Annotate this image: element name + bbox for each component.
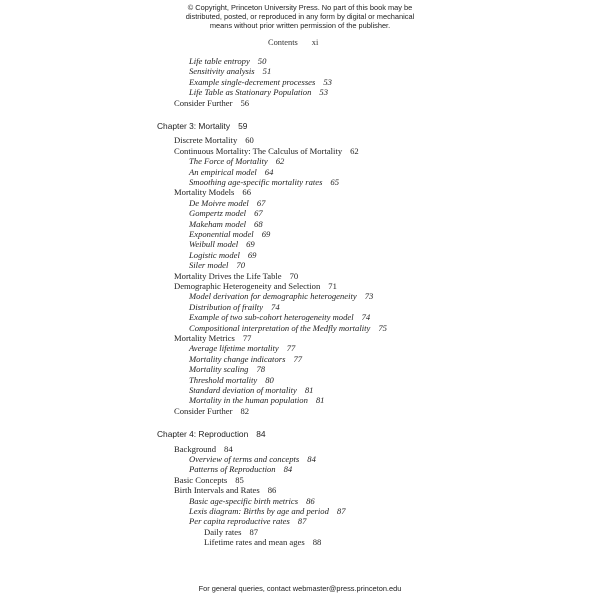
toc-page-number: 74 [361,312,371,323]
toc-entry-title: Average lifetime mortality [189,343,279,354]
toc-entry [189,364,265,374]
toc-entry [174,333,251,343]
toc-entry-title: Mortality in the human population [189,395,308,406]
toc-entry [174,146,359,156]
toc-entry-title: Sensitivity analysis [189,66,255,77]
toc-entry-title: Overview of terms and concepts [189,454,300,464]
toc-entry [189,506,345,516]
toc-page-number: 53 [323,76,332,87]
copyright-line: © Copyright, Princeton University Press. No part of this book may be [187,3,413,12]
toc-entry-title: Lifetime rates and mean ages [204,537,305,548]
toc-entry-title: Lexis diagram: Births by age and period [189,506,329,516]
toc-entry-title: Threshold mortality [189,374,258,385]
toc-entry-title: Demographic Heterogeneity and Selection [174,281,321,291]
toc-entry [189,260,245,270]
toc-page-number: 66 [242,187,251,198]
toc-page-number: 53 [319,87,328,98]
toc-page-number: 81 [304,385,314,395]
footer-contact: For general queries, contact webmaster@press.princeton.edu [198,584,402,593]
toc-entry-title: Discrete Mortality [174,135,238,146]
toc-entry-title: Birth Intervals and Rates [174,485,260,496]
toc-page-number: 68 [254,218,263,229]
toc-entry-title: Life Table as Stationary Population [189,87,312,98]
toc-entry [189,464,292,474]
page-folio: xi [311,38,319,47]
toc-page-number: 67 [254,208,263,219]
toc-page-number: 70 [236,260,245,271]
toc-entry-title: Mortality Models [174,187,235,198]
toc-entry [189,516,306,526]
toc-page-number: 78 [256,364,266,375]
copyright-line: distributed, posted, or reproduced in any form by digital or mechanical [185,12,415,22]
toc-entry [174,135,254,145]
toc-entry-title: Mortality Metrics [174,333,235,343]
toc-entry [189,250,256,260]
toc-entry-title: Mortality scaling [189,364,249,375]
toc-entry [174,98,249,108]
toc-page-number: 82 [240,405,250,416]
toc-entry-title: The Force of Mortality [189,156,268,167]
toc-page-number: 50 [257,56,267,66]
toc-entry-title: Mortality Drives the Life Table [174,270,282,281]
toc-entry-title: Example single-decrement processes [189,76,316,87]
toc-entry-title: Gompertz model [189,208,247,219]
toc-entry [189,375,274,385]
toc-page-number: 77 [242,333,252,343]
toc-entry-title: Daily rates [204,526,242,537]
toc-entry-title: Continuous Mortality: The Calculus of Mortality [174,145,343,156]
toc-entry [189,177,339,187]
running-head [268,38,318,47]
toc-entry-title: Example of two sub-cohort heterogeneity model [189,312,354,323]
toc-page-number: 62 [275,156,285,167]
toc-entry [174,475,244,485]
toc-entry [189,239,255,249]
toc-entry [189,354,302,364]
toc-page-number: 87 [336,506,346,516]
toc-entry [189,496,315,506]
toc-entry [204,537,321,547]
toc-page-number: 73 [364,291,374,302]
toc-entry-title: Distribution of frailty [189,301,264,312]
toc-entry [189,385,313,395]
toc-page-number: 69 [247,249,257,260]
copyright-line: means without prior written permission of the publisher. [209,21,391,31]
toc-entry-title: Chapter 4: Reproduction [157,428,249,439]
toc-page-number: 69 [246,239,255,250]
toc-entry [189,208,263,218]
toc-entry [189,312,370,322]
toc-entry [174,271,298,281]
toc-entry [189,167,273,177]
toc-entry [189,343,295,353]
toc-page-number: 60 [245,135,254,146]
toc-entry [189,87,328,97]
toc-entry-title: Consider Further [174,405,233,416]
toc-entry-title: Mortality change indicators [189,353,286,364]
toc-page-number: 77 [293,353,303,364]
toc-entry [174,485,276,495]
toc-page-number: 86 [306,495,315,506]
toc-entry [189,291,373,301]
toc-entry [174,444,233,454]
toc-entry-title: Background [174,443,217,454]
toc-entry-title: Per capita reproductive rates [189,516,290,527]
toc-page-number: 59 [238,120,248,131]
toc-entry-title: Exponential model [189,229,254,239]
toc-page-number: 65 [330,177,340,187]
toc-page-number: 69 [261,229,271,239]
toc-entry [174,406,249,416]
toc-page-number: 62 [350,145,359,156]
copyright-notice [0,3,600,31]
toc-page-number: 64 [264,166,274,177]
toc-page-number: 81 [315,395,325,406]
toc-page-number: 87 [297,516,307,527]
toc-page-number: 80 [265,374,274,385]
toc-entry [189,219,263,229]
toc-page-number: 51 [262,66,272,77]
toc-entry-title: Chapter 3: Mortality [157,120,231,131]
toc-chapter-entry [157,121,247,131]
toc-page-number: 84 [307,454,316,464]
toc-page-number: 87 [249,526,259,537]
toc-entry-title: De Moivre model [189,197,249,208]
toc-entry [189,198,265,208]
toc-page-number: 84 [224,443,233,454]
toc-page-number: 88 [312,537,322,548]
toc-page-number: 84 [283,464,293,475]
toc-entry-title: Smoothing age-specific mortality rates [189,177,323,187]
toc-page-number: 84 [256,428,266,439]
toc-page-number: 71 [328,281,337,291]
toc-entry-title: Siler model [189,260,229,271]
toc-entry-title: Patterns of Reproduction [189,464,276,475]
toc-entry-title: Compositional interpretation of the Medfly mortality [189,322,371,333]
toc-entry [189,66,271,76]
toc-page-number: 75 [378,322,387,333]
toc-entry-title: Model derivation for demographic heterogeneity [189,291,357,302]
toc-entry [189,302,280,312]
toc-entry-title: Makeham model [189,218,247,229]
toc-entry [189,156,284,166]
toc-entry [189,229,270,239]
toc-chapter-entry [157,429,266,439]
toc-entry-title: Logistic model [189,249,240,260]
toc-page-number: 70 [289,270,299,281]
toc-page-number: 67 [256,197,266,208]
toc-entry [189,454,316,464]
toc-entry-title: Weibull model [189,239,239,250]
running-head-title: Contents [268,38,298,47]
toc-entry [189,395,324,405]
toc-entry-title: Life table entropy [189,56,250,66]
toc-page-number: 85 [235,474,244,485]
toc-entry [174,281,337,291]
toc-entry-title: An empirical model [189,166,257,177]
toc-page-number: 77 [286,343,296,354]
toc-page-number: 86 [267,485,277,496]
toc-entry [204,527,258,537]
toc-page-number: 56 [240,97,250,108]
toc-entry-title: Basic age-specific birth metrics [189,495,299,506]
toc-entry [174,187,251,197]
toc-page-number: 74 [271,301,280,312]
toc-entry-title: Standard deviation of mortality [189,385,297,395]
toc-entry [189,56,266,66]
toc-entry [189,323,387,333]
toc-entry-title: Consider Further [174,97,233,108]
toc-entry [189,77,332,87]
toc-entry-title: Basic Concepts [174,474,228,485]
